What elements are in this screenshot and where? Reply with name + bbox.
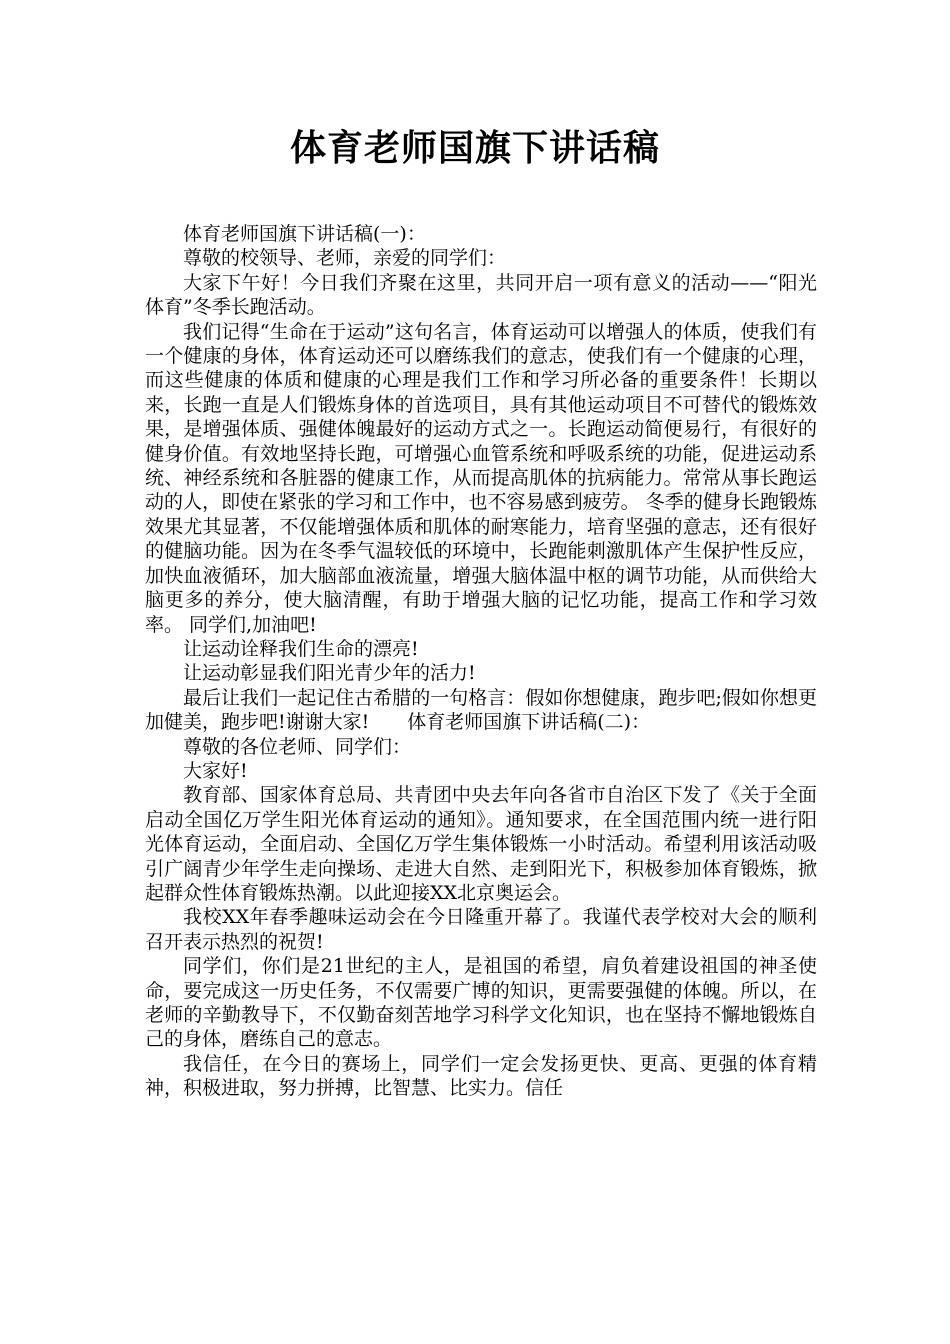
paragraph-2: 尊敬的校领导、老师，亲爱的同学们： — [183, 247, 507, 270]
paragraph-3: 大家下午好！今日我们齐聚在这里，共同开启一项有意义的活动——“阳光体育”冬季长跑活动。 — [145, 271, 817, 319]
paragraph-10: 教育部、国家体育总局、共青团中央去年向各省市自治区下发了《关于全面启动全国亿万学生阳光体育运动的通知》。通知要求，在全国范围内统一进行阳光体育运动，全面启动、全国亿万学生集体锻炼一小时活动。希望利用该活动吸引广阔青少年学生走向操场、走进大自然、走到阳光下，积极参加体育锻炼，掀起群众性体育锻炼热潮。以此迎接XX北京奥运会。 — [145, 784, 817, 904]
document-title: 体育老师国旗下讲话稿 — [289, 128, 660, 169]
paragraph-13: 我信任，在今日的赛场上，同学们一定会发扬更快、更高、更强的体育精神，积极进取，努力拼搏，比智慧、比实力。信任 — [145, 1052, 817, 1100]
document-body — [145, 222, 817, 1101]
paragraph-9: 大家好! — [183, 759, 248, 782]
paragraph-6: 让运动彰显我们阳光青少年的活力! — [183, 662, 476, 685]
paragraph-4: 我们记得“生命在于运动”这句名言，体育运动可以增强人的体质，使我们有一个健康的身体，体育运动还可以磨练我们的意志，使我们有一个健康的心理，而这些健康的体质和健康的心理是我们工作和学习所必备的重要条件！长期以来，长跑一直是人们锻炼身体的首选项目，具有其他运动项目不可替代的锻炼效果，是增强体质、强健体魄最好的运动方式之一。长跑运动简便易行，有很好的健身价值。有效地坚持长跑，可增强心血管系统和呼吸系统的功能，促进运动系统、神经系统和各脏器的健康工作，从而提高肌体的抗病能力。常常从事长跑运动的人，即使在紧张的学习和工作中，也不容易感到疲劳。 冬季的健身长跑锻炼效果尤其显著，不仅能增强体质和肌体的耐寒能力，培育坚强的意志，还有很好的健脑功能。因为在冬季气温较低的环境中，长跑能刺激肌体产生保护性反应，加快血液循环，加大脑部血液流量，增强大脑体温中枢的调节功能，从而供给大脑更多的养分，使大脑清醒，有助于增强大脑的记忆功能，提高工作和学习效率。 同学们,加油吧! — [145, 320, 817, 636]
paragraph-12: 同学们，你们是21世纪的主人，是祖国的希望，肩负着建设祖国的神圣使命，要完成这一历史任务，不仅需要广博的知识，更需要强健的体魄。所以，在老师的辛勤教导下，不仅勤奋刻苦地学习科学文化知识，也在坚持不懈地锻炼自己的身体，磨练自己的意志。 — [145, 955, 817, 1051]
paragraph-7: 最后让我们一起记住古希腊的一句格言：假如你想健康，跑步吧;假如你想更加健美，跑步吧!谢谢大家! 体育老师国旗下讲话稿(二)： — [145, 686, 817, 734]
paragraph-5: 让运动诠释我们生命的漂亮! — [183, 637, 419, 660]
paragraph-1: 体育老师国旗下讲话稿(一)： — [183, 223, 426, 245]
paragraph-8: 尊敬的各位老师、同学们： — [183, 735, 412, 758]
paragraph-11: 我校XX年春季趣味运动会在今日隆重开幕了。我谨代表学校对大会的顺利召开表示热烈的祝贺! — [145, 906, 817, 953]
